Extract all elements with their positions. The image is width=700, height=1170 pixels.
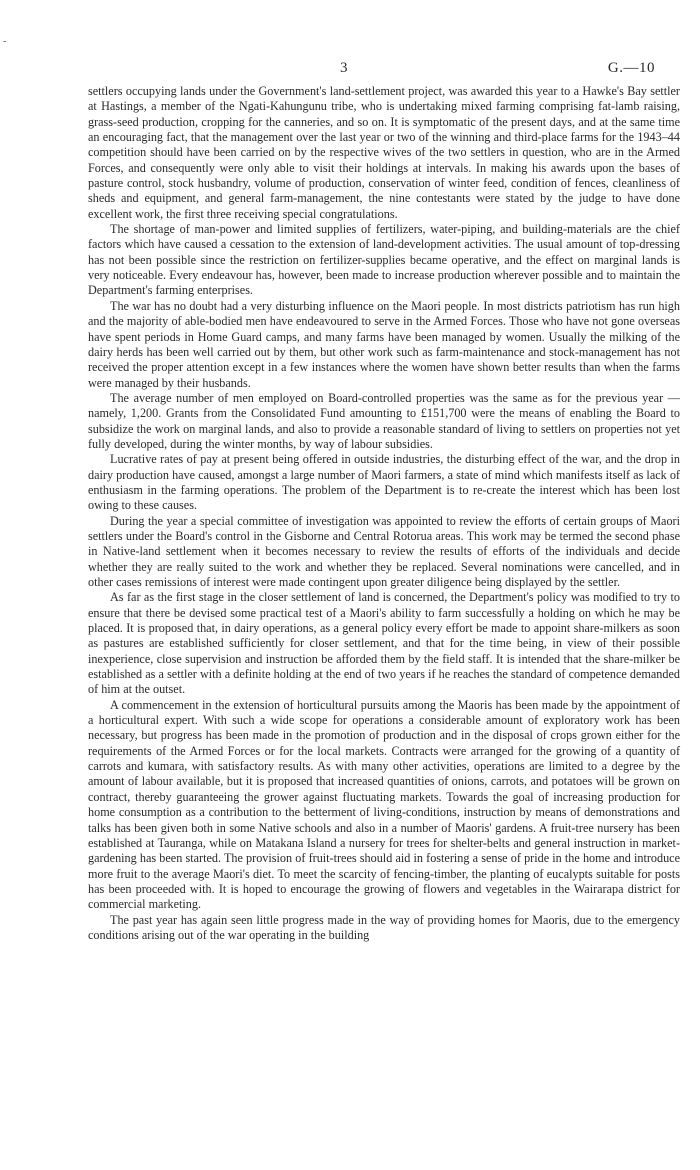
paragraph-4: The average number of men employed on Board-controlled properties was the same as for the previous year — namely, 1,200. Grants from the Consolidated Fund amounting to £151,700 were the means of enabling the Board to subsidize the work on marginal lands, and also to provide a reasonable standard of living to settlers on properties not yet fully developed, during the winter months, by way of labour subsidies. (88, 390, 680, 451)
margin-mark: - (3, 36, 7, 47)
paragraph-6: During the year a special committee of investigation was appointed to review the efforts of certain groups of Maori settlers under the Board's control in the Gisborne and Central Rotorua areas. This work may be termed the second phase in Native-land settlement when it becomes necessary to review the results of efforts of the individuals and decide whether they are really suited to the work and whether they be replaced. Several nominations were cancelled, and in other cases remissions of interest were made contingent upon greater diligence being displayed by the settler. (88, 513, 680, 589)
paragraph-7: As far as the first stage in the closer settlement of land is concerned, the Department's policy was modified to try to ensure that there be devised some practical test of a Maori's ability to farm successfully a holding on which he may be placed. It is proposed that, in dairy operations, as a general policy every effort be made to appoint share-milkers as soon as pastures are established sufficiently for closer settlement, and that for the time being, in view of their possible inexperience, close supervision and instruction be afforded them by the field staff. It is intended that the share-milker be established as a settler with a definite holding at the end of two years if he reaches the standard of competence demanded of him at the outset. (88, 590, 680, 697)
page-number: 3 (340, 60, 348, 76)
paragraph-8: A commencement in the extension of horticultural pursuits among the Maoris has been made by the appointment of a horticultural expert. With such a wide scope for operations a considerable amount of exploratory work has been necessary, but progress has been made in the promotion of production and in the disposal of crops grown either for the requirements of the Armed Forces or for the local markets. Contracts were arranged for the growing of a quantity of carrots and kumara, with satisfactory results. As with many other activities, operations are limited to a degree by the amount of labour available, but it is proposed that increased quantities of onions, carrots, and potatoes will be grown on contract, thereby guaranteeing the grower against fluctuating markets. Towards the goal of increasing production for home consumption as a contribution to the betterment of living-conditions, instruction by means of demonstrations and talks has been given both in some Native schools and also in a number of Maoris' gardens. A fruit-tree nursery has been established at Tauranga, while on Matakana Island a nursery for trees for shelter-belts and general instruction in market-gardening has been started. The provision of fruit-trees should aid in fostering a sense of pride in the home and introduce more fruit to the average Maori's diet. To meet the scarcity of fencing-timber, the planting of eucalypts suitable for posts has been proceeded with. It is hoped to encourage the growing of flowers and vegetables in the Wairarapa district for commercial marketing. (88, 697, 680, 912)
paragraph-9: The past year has again seen little progress made in the way of providing homes for Maoris, due to the emergency conditions arising out of the war operating in the building (88, 912, 680, 942)
page-header (0, 60, 700, 80)
paragraph-3: The war has no doubt had a very disturbing influence on the Maori people. In most districts patriotism has run high and the majority of able-bodied men have endeavoured to serve in the Armed Forces. Those who have not gone overseas have spent periods in Home Guard camps, and many farms have been managed by women. Usually the milking of the dairy herds has been well carried out by them, but other work such as farm-maintenance and stock-management has not received the proper attention except in a few instances where the women have shown better results than when the farms were managed by their husbands. (88, 298, 680, 390)
body-text (88, 84, 680, 943)
paragraph-2: The shortage of man-power and limited supplies of fertilizers, water-piping, and building-materials are the chief factors which have caused a cessation to the extension of land-development activities. The usual amount of top-dressing has not been possible since the restriction on fertilizer-supplies became operative, and the effect on marginal lands is very noticeable. Every endeavour has, however, been made to increase production wherever possible and to maintain the Department's farming enterprises. (88, 222, 680, 298)
paper-code: G.—10 (607, 60, 655, 76)
paragraph-5: Lucrative rates of pay at present being offered in outside industries, the disturbing effect of the war, and the drop in dairy production have caused, amongst a large number of Maori farmers, a state of mind which manifests itself as lack of enthusiasm in the farming operations. The problem of the Department is to re-create the interest which has been lost owing to these causes. (88, 452, 680, 513)
paragraph-1: settlers occupying lands under the Government's land-settlement project, was awarded this year to a Hawke's Bay settler at Hastings, a member of the Ngati-Kahungunu tribe, who is undertaking mixed farming comprising fat-lamb raising, grass-seed production, cropping for the canneries, and so on. It is symptomatic of the present days, and at the same time an encouraging fact, that the management over the last year or two of the winning and third-place farms for the 1943–44 competition should have been carried on by the respective wives of the two settlers in question, who are in the Armed Forces, and consequently were only able to visit their holdings at intervals. In making his awards upon the bases of pasture control, stock husbandry, volume of production, conservation of winter feed, condition of fences, cleanliness of sheds and equipment, and general farm-management, the nine contestants were stated by the judge to have done excellent work, the first three receiving special congratulations. (88, 84, 680, 221)
